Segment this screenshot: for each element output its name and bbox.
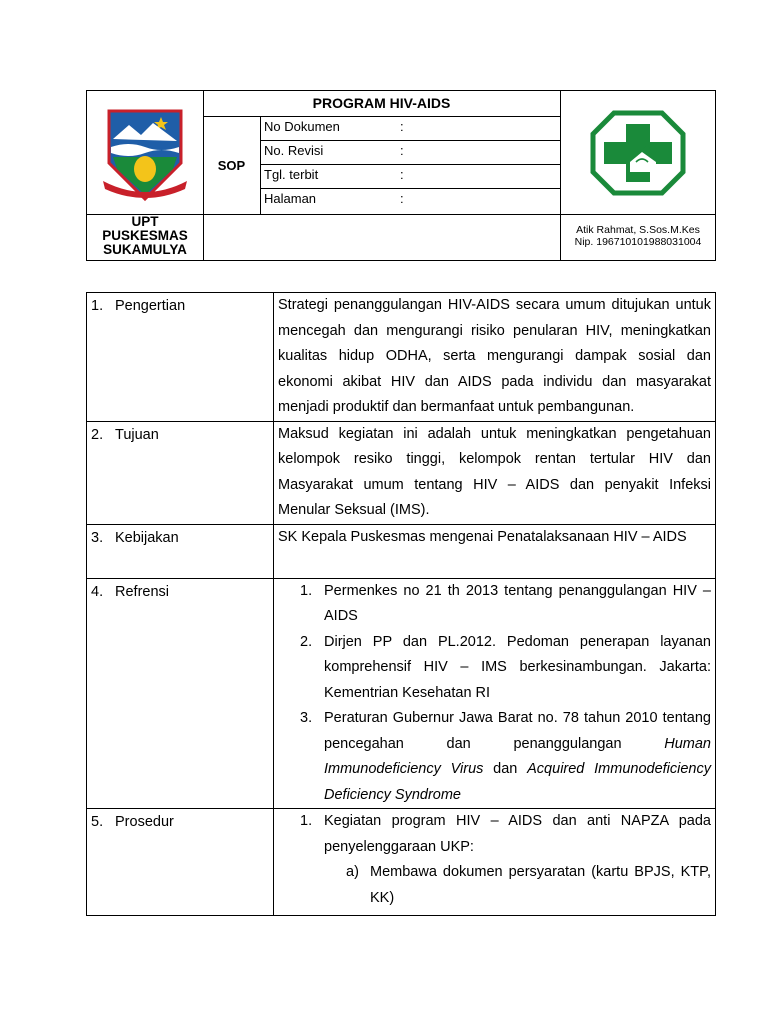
list-marker: 1. [300, 582, 313, 599]
section-row-prosedur [87, 809, 716, 916]
list-item [278, 630, 711, 707]
section-row-pengertian [87, 293, 716, 422]
section-text: SK Kepala Puskesmas mengenai Penatalaksanaan HIV – AIDS [274, 524, 716, 578]
section-row-refrensi [87, 578, 716, 809]
reference-list [278, 579, 711, 809]
section-label: Pengertian [115, 298, 186, 314]
list-marker: 2. [300, 633, 313, 650]
unit-name [87, 214, 203, 261]
meta-row-tgl-terbit [260, 164, 560, 188]
list-item-text: Kegiatan program HIV – AIDS dan anti NAPZA pada penyelenggaraan UKP: [324, 813, 711, 855]
list-marker: a) [346, 864, 359, 880]
list-marker: 1. [300, 813, 313, 829]
list-item-italic: Human Immunodeficiency Virus [324, 735, 711, 777]
meta-label: Tgl. terbit [264, 167, 319, 182]
list-item [278, 706, 711, 808]
list-item [278, 809, 711, 860]
meta-sep: : [400, 167, 404, 182]
section-row-kebijakan [87, 524, 716, 578]
meta-label: Halaman [264, 191, 317, 206]
meta-row-no-dokumen [260, 116, 560, 140]
list-marker: 3. [300, 710, 313, 726]
list-item-text: Membawa dokumen persyaratan (kartu BPJS, KTP, KK) [370, 864, 711, 906]
section-number: 4. [91, 583, 104, 600]
section-label-cell [87, 293, 274, 422]
puskesmas-logo-cell [560, 91, 716, 214]
sop-label: SOP [217, 157, 246, 173]
section-number: 3. [91, 529, 104, 546]
signatory-block [560, 214, 716, 261]
procedure-list [278, 809, 711, 860]
meta-sep: : [400, 191, 404, 206]
document-title: PROGRAM HIV-AIDS [312, 95, 451, 111]
section-label-cell [87, 524, 274, 578]
unit-name-line-2: PUSKESMAS [102, 228, 188, 243]
section-number: 2. [91, 426, 104, 443]
signatory-nip: Nip. 196710101988031004 [574, 236, 702, 248]
meta-row-no-revisi [260, 140, 560, 164]
list-item-italic: Acquired Immunodeficiency Deficiency Syndrome [324, 761, 711, 803]
section-label: Kebijakan [115, 529, 179, 546]
meta-row-halaman [260, 188, 560, 212]
unit-name-line-3: SUKAMULYA [103, 242, 187, 257]
unit-name-line-1: UPT [131, 214, 159, 229]
regency-emblem-cell [87, 91, 203, 214]
sop-header-table [86, 90, 716, 261]
section-label: Prosedur [115, 814, 174, 830]
section-label: Tujuan [115, 426, 159, 443]
list-item-text: Peraturan Gubernur Jawa Barat no. 78 tahun 2010 tentang pencegahan dan penanggulangan [324, 710, 711, 752]
signatory-name: Atik Rahmat, S.Sos.M.Kes [576, 224, 700, 236]
regency-emblem-icon [99, 103, 191, 203]
section-label-cell [87, 809, 274, 916]
section-text: Strategi penanggulangan HIV-AIDS secara umum ditujukan untuk mencegah dan mengurangi risiko penularan HIV, meningkatkan kualitas hidup ODHA, serta mengurangi dampak sosial dan ekonomi akibat HIV dan AIDS pada individu dan masyarakat menjadi produktif dan bermanfaat untuk pembangunan. [274, 293, 716, 422]
meta-sep: : [400, 119, 404, 134]
section-text: Maksud kegiatan ini adalah untuk meningkatkan pengetahuan kelompok resiko tinggi, kelompok rentan tertular HIV dan Masyarakat umum tentang HIV – AIDS dan penyakit Infeksi Menular Seksual (IMS). [274, 421, 716, 524]
section-number: 5. [91, 814, 104, 830]
list-item [278, 579, 711, 630]
section-label-cell [87, 421, 274, 524]
section-row-tujuan [87, 421, 716, 524]
section-text [274, 809, 716, 916]
list-item-text: Permenkes no 21 th 2013 tentang penanggulangan HIV – AIDS [324, 582, 711, 624]
list-item [278, 860, 711, 911]
puskesmas-logo-icon [590, 110, 686, 196]
section-number: 1. [91, 298, 104, 314]
meta-sep: : [400, 143, 404, 158]
meta-label: No Dokumen [264, 119, 340, 134]
section-label-cell [87, 578, 274, 809]
section-text [274, 578, 716, 809]
section-label: Refrensi [115, 583, 169, 600]
list-item-text: dan [483, 761, 528, 777]
sop-content-table [86, 292, 716, 916]
procedure-sublist [278, 860, 711, 911]
meta-label: No. Revisi [264, 143, 324, 158]
list-item-text: Dirjen PP dan PL.2012. Pedoman penerapan layanan komprehensif HIV – IMS berkesinambungan. Jakarta: Kementrian Kesehatan RI [324, 633, 711, 701]
